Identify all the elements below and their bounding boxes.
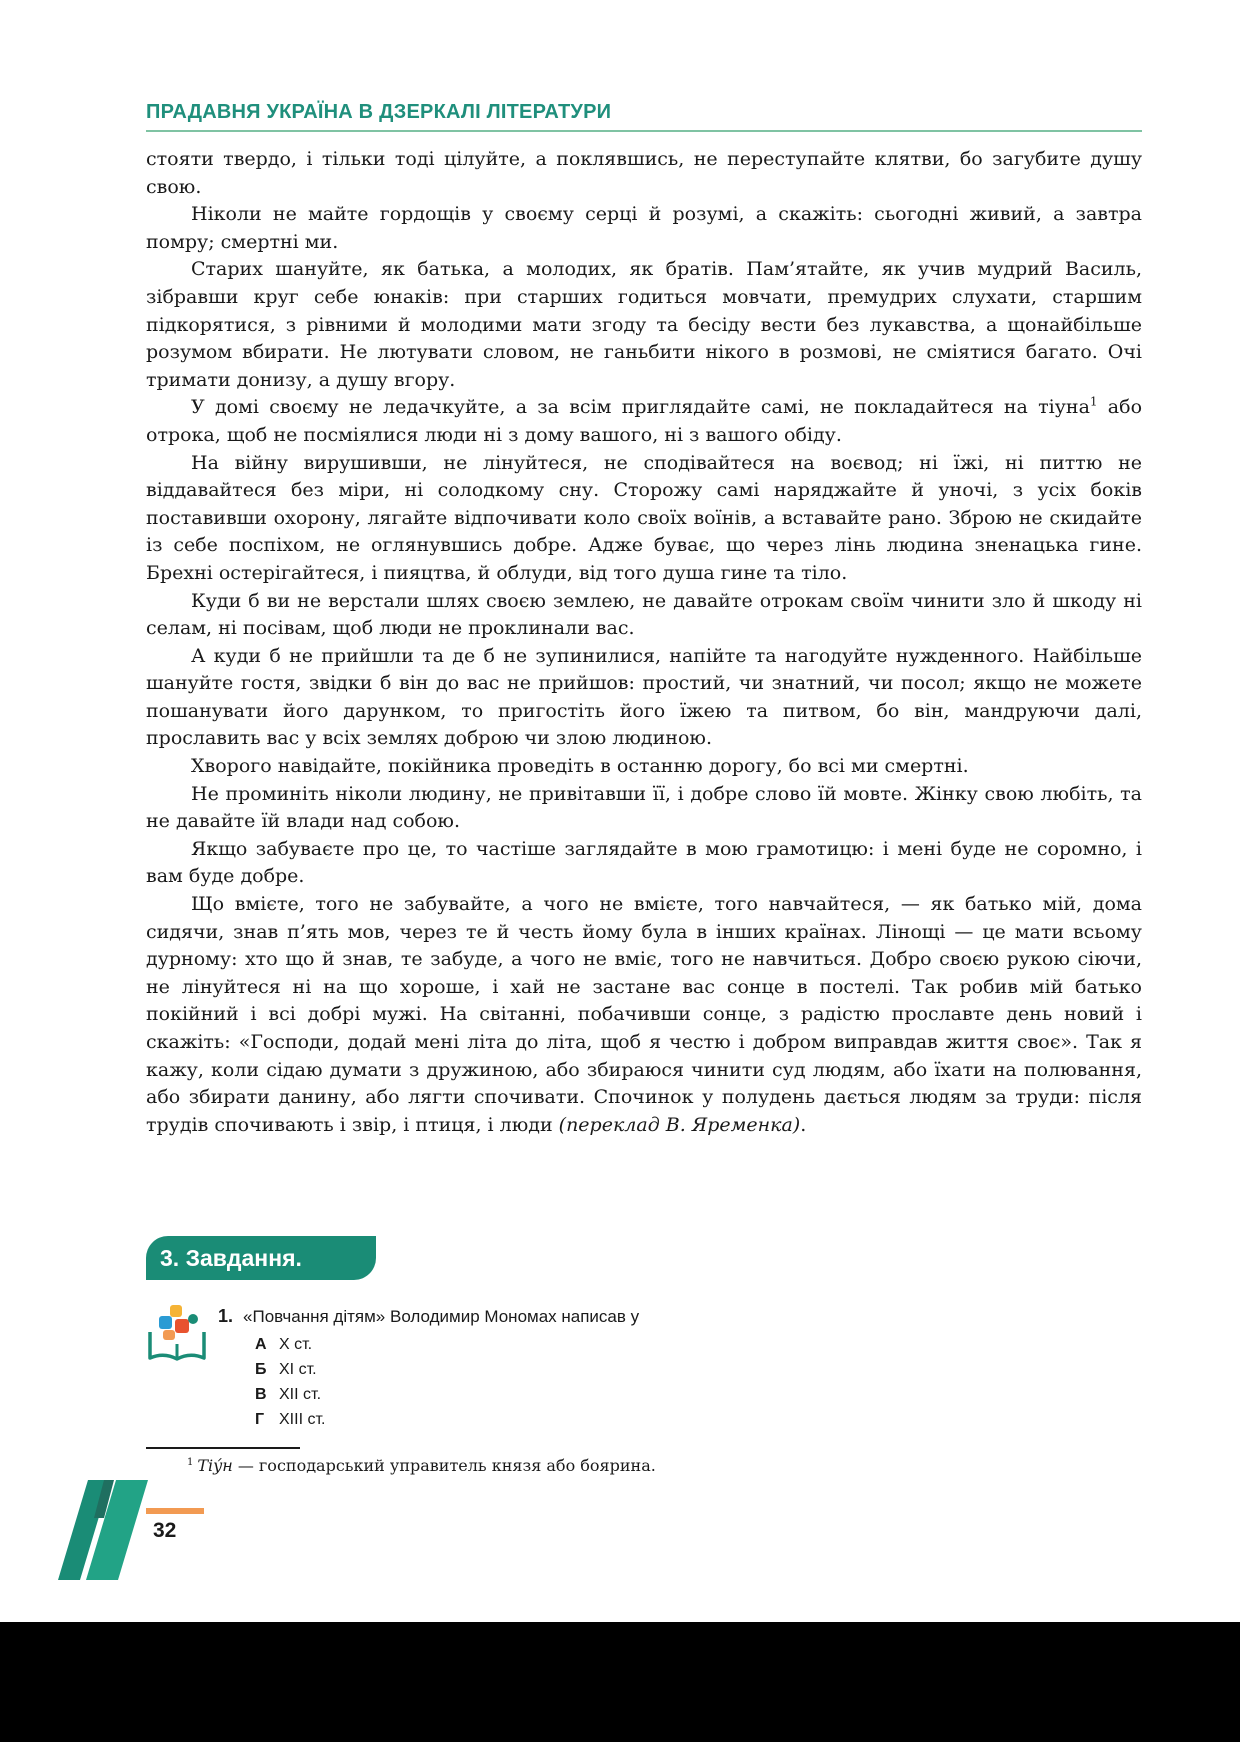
paragraph-11-end: . [800, 1113, 807, 1136]
option-text: XI ст. [279, 1361, 317, 1378]
task-question [218, 1306, 639, 1327]
paragraph-11 [146, 891, 1142, 1139]
option-d[interactable] [255, 1407, 325, 1432]
option-letter: Г [255, 1411, 265, 1428]
paragraph-1: стояти твердо, і тільки тоді цілуйте, а поклявшись, не переступайте клятви, бо загубите душу свою. [146, 148, 1142, 198]
option-c[interactable] [255, 1382, 325, 1407]
paragraph-5: На війну вирушивши, не лінуйтеся, не сподівайтеся на воєвод; ні їжі, ні питтю не віддавайтеся без міри, ні солодкому сну. Сторожу самі наряджайте й уночі, з усіх боків поставивши охорону, лягайте відпочивати коло своїх воїнів, а вставайте рано. Зброю не скидайте із себе поспіхом, не оглянувшись добре. Адже буває, що через лінь людина зненацька гине. Брехні остерігайтеся, і пияцтва, й облуди, від того душа гине та тіло. [146, 451, 1142, 584]
running-header: ПРАДАВНЯ УКРАЇНА В ДЗЕРКАЛІ ЛІТЕРАТУРИ [146, 101, 612, 123]
paragraph-2: Ніколи не майте гордощів у своєму серці й розумі, а скажіть: сьогодні живий, а завтра помру; смертні ми. [146, 203, 1142, 253]
footnote-text: — господарський управитель князя або боярина. [232, 1456, 656, 1475]
translation-credit: (переклад В. Яременка) [558, 1113, 801, 1136]
section-title: 3. Завдання. [146, 1236, 376, 1280]
footnote-reference: 1 [1089, 395, 1098, 410]
paragraph-11-text: Що вмієте, того не забувайте, а чого не вмієте, того навчайтеся, — як батько мій, дома сидячи, знав п’ять мов, через те й честь йому була в інших країнах. Лінощі — це мати всьому дурному: хто що й знав, те забуде, а чого не вміє, того не навчиться. Добро своєю рукою сіючи, не лінуйтеся ні на що хороше, і хай не застане вас сонце в постелі. Так робив мій батько покійний і всі добрі мужі. На світанні, побачивши сонце, з радістю прославте день новий і скажіть: «Господи, додай мені літа до літа, щоб я честю і добром виправдав життя своє». Так я кажу, коли сідаю думати з дружиною, або збираюся чинити суд людям, або їхати на полювання, або збирати данину, або лягти спочивати. Спочинок у полудень дається людям за труди: після трудів спочивають і звір, і птиця, і люди [146, 893, 1142, 1136]
option-text: XIII ст. [279, 1411, 326, 1428]
task-question-text: «Повчання дітям» Володимир Мономах написав у [243, 1307, 640, 1326]
main-text [146, 146, 1142, 1139]
paragraph-10: Якщо забуваєте про це, то частіше заглядайте в мою грамотицю: і мені буде не соромно, і вам буде добре. [146, 837, 1142, 888]
footnote-marker: 1 [187, 1456, 194, 1468]
footnote-divider [146, 1447, 300, 1449]
answer-options [255, 1332, 325, 1432]
paragraph-4 [146, 394, 1142, 449]
option-b[interactable] [255, 1357, 325, 1382]
paragraph-4-text: У домі своєму не ледачкуйте, а за всім приглядайте самі, не покладайтеся на тіуна [191, 396, 1090, 419]
paragraph-7: А куди б не прийшли та де б не зупинилися, напійте та нагодуйте нужденного. Найбільше шануйте гостя, звідки б він до вас не прийшов: простий, чи знатний, чи посол; якщо не можете пошанувати його дарунком, то пригостіть його їжею та питвом, бо він, мандруючи далі, прославить вас у всіх землях доброю чи злою людиною. [146, 644, 1142, 750]
option-letter: В [255, 1386, 267, 1403]
paragraph-9: Не проминіть ніколи людину, не привітавши її, і добре слово їй мовте. Жінку свою любіть, та не давайте їй влади над собою. [146, 782, 1142, 833]
footnote-term: Тіýн [197, 1456, 233, 1475]
option-a[interactable] [255, 1332, 325, 1357]
task-number: 1. [218, 1306, 234, 1326]
paragraph-3: Старих шануйте, як батька, а молодих, як братів. Пам’ятайте, як учив мудрий Василь, зібравши круг себе юнаків: при старших годиться мовчати, премудрих слухати, старшим підкорятися, з рівними й молодими мати згоду та бесіду вести без лукавства, а щонайбільше розумом вбирати. Не лютувати словом, не ганьбити нікого в розмові, не сміятися багато. Очі тримати донизу, а душу вгору. [146, 258, 1142, 391]
option-letter: А [255, 1336, 267, 1353]
page-number: 32 [153, 1519, 177, 1542]
footnote [187, 1456, 656, 1475]
corner-decoration [58, 1480, 208, 1580]
paragraph-6: Куди б ви не верстали шлях своєю землею, не давайте отрокам своїм чинити зло й шкоду ні селам, ні посівам, щоб люди не проклинали вас. [146, 589, 1142, 640]
paragraph-8: Хворого навідайте, покійника проведіть в останню дорогу, бо всі ми смертні. [191, 755, 969, 778]
open-book-icon [146, 1302, 208, 1364]
option-text: X ст. [279, 1336, 313, 1353]
paragraph-4-rest: або отрока, щоб не посміялися люди ні з дому вашого, ні з вашого обіду. [146, 396, 1143, 446]
option-text: XII ст. [279, 1386, 322, 1403]
header-divider [146, 130, 1142, 132]
option-letter: Б [255, 1361, 267, 1378]
